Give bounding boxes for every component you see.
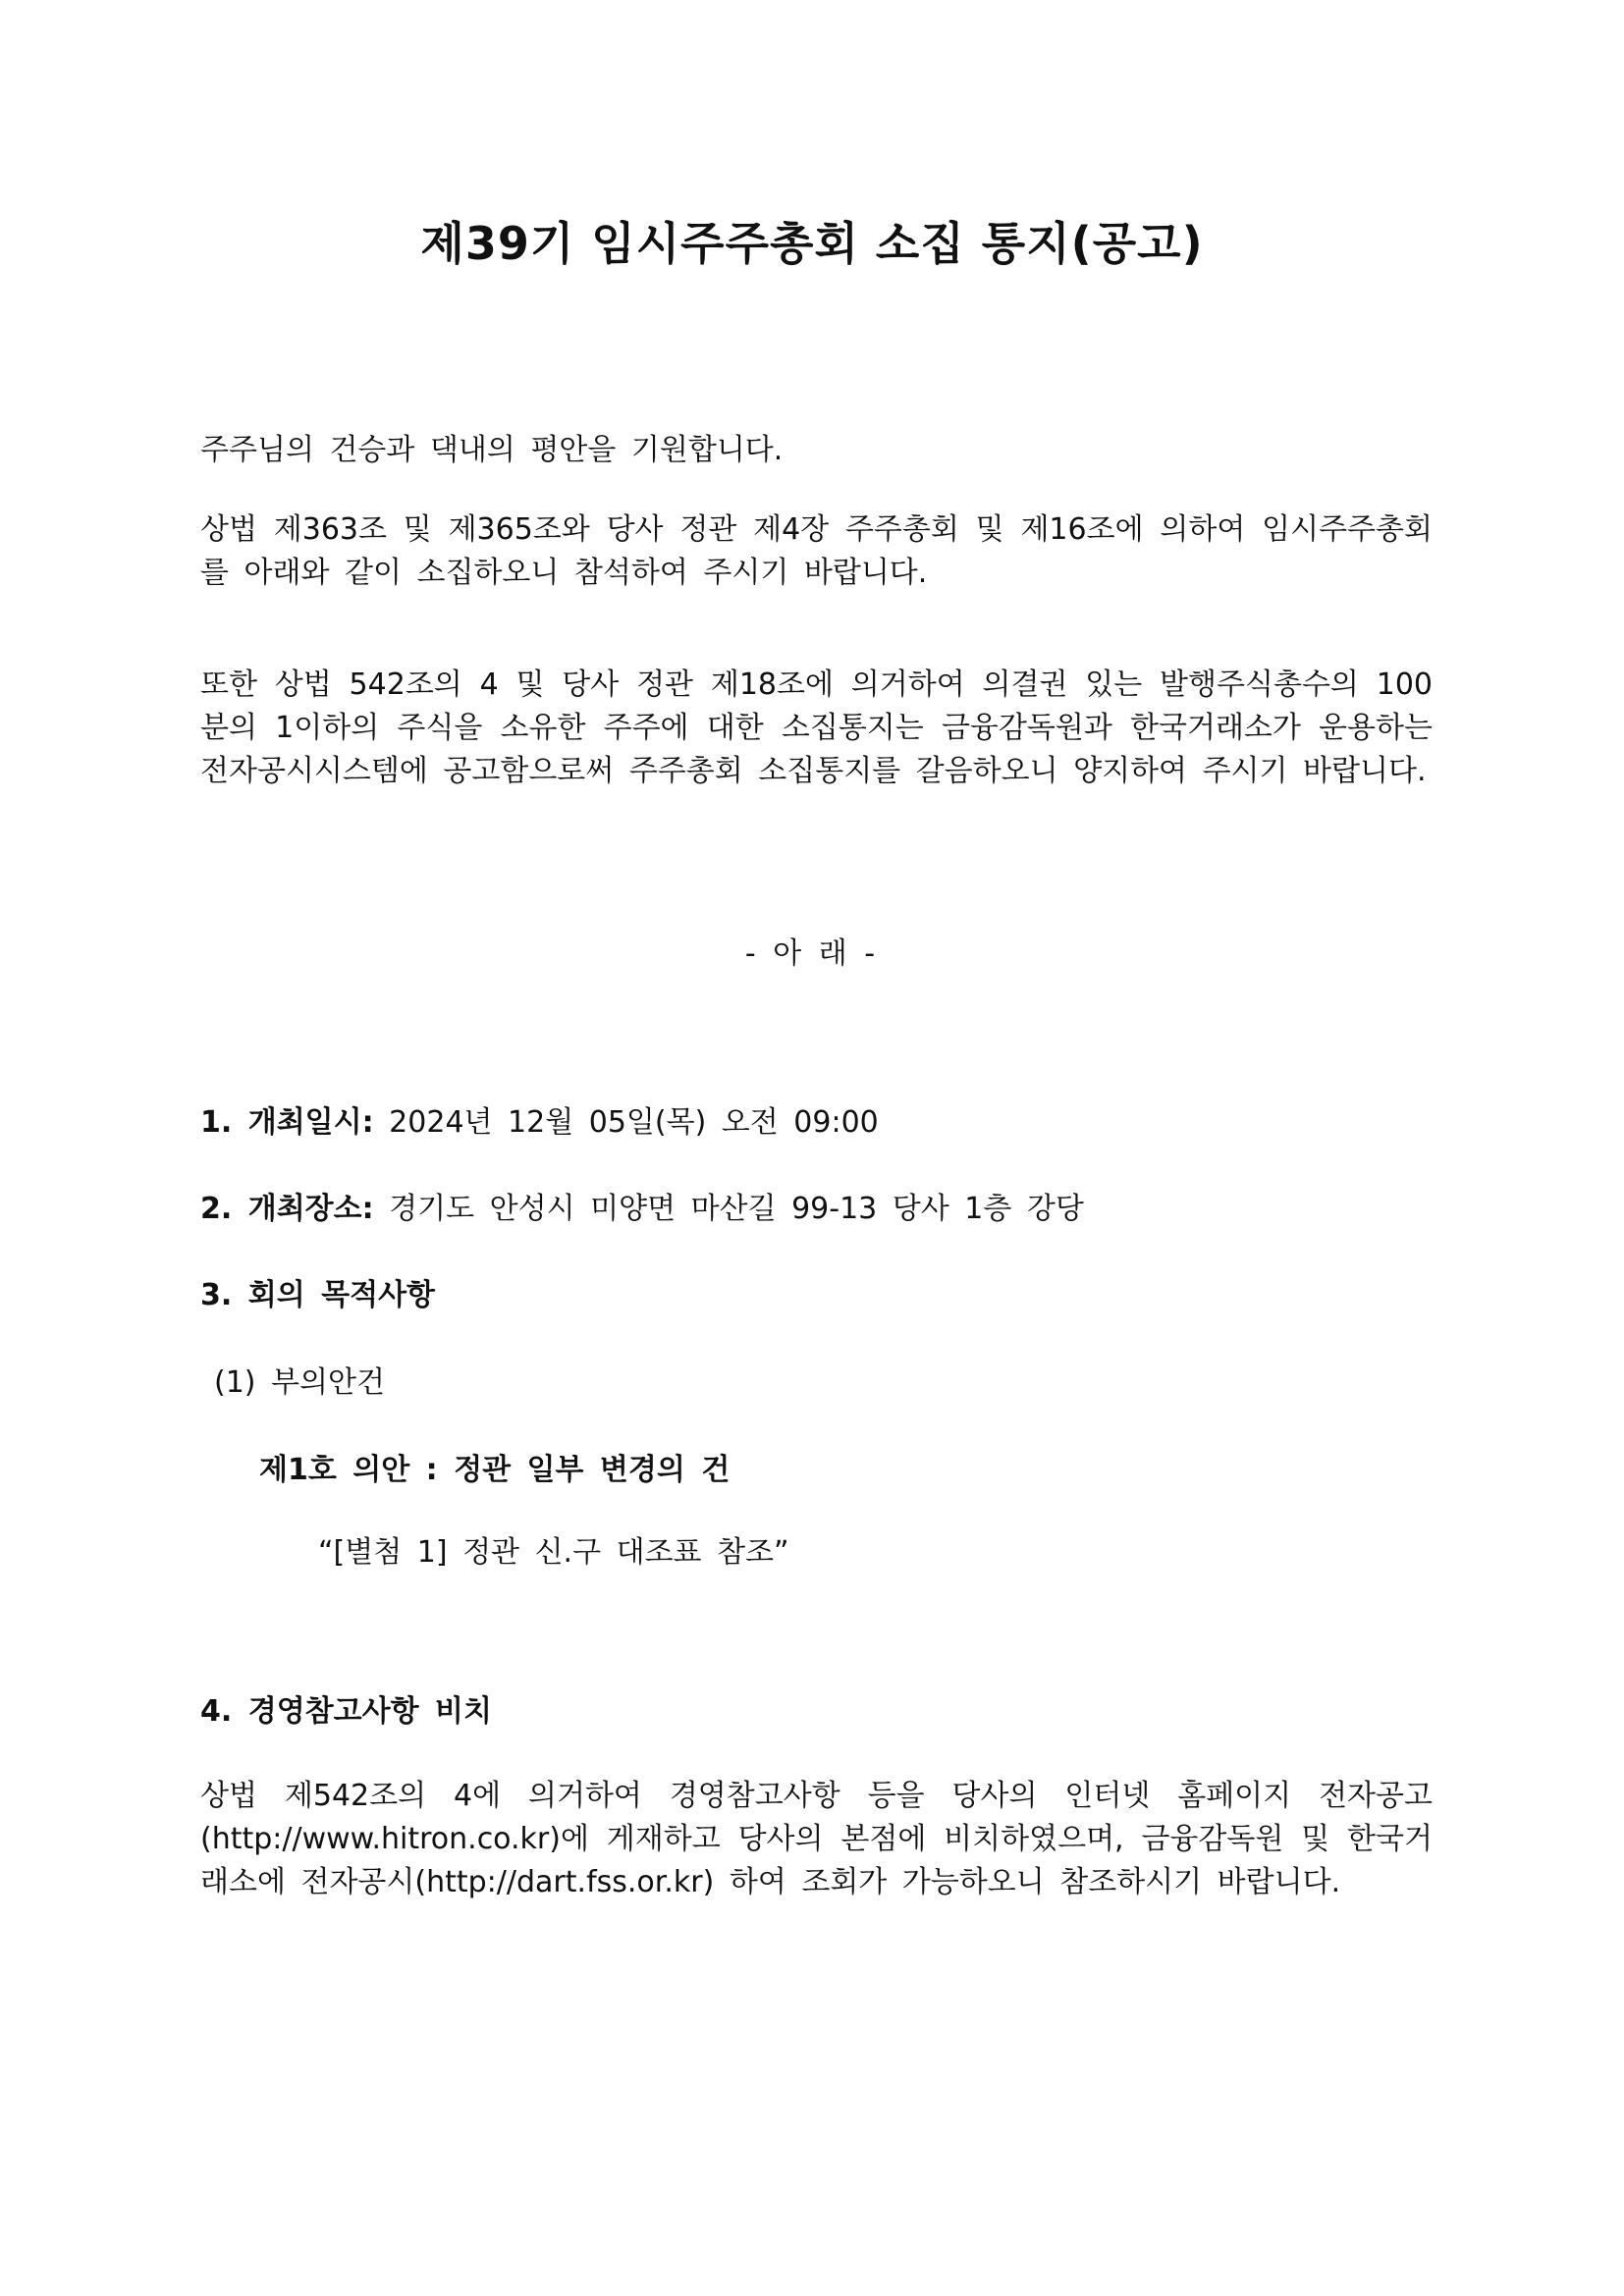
agenda-proposal: 제1호 의안 : 정관 일부 변경의 건 [259, 1453, 731, 1487]
reference-materials-heading: 4. 경영참고사항 비치 [200, 1694, 492, 1729]
reference-materials-paragraph: 상법 제542조의 4에 의거하여 경영참고사항 등을 당사의 인터넷 홈페이지 전자공고(http://www.hitron.co.kr)에 게재하고 당사의 본점에 비치하였으며, 금융감독원 및 한국거래소에 전자공시(http://dart.fss.or.kr) 하여 조회가 가능하오니 참조하시기 바랍니다. [200, 1779, 1433, 1899]
document-title: 제39기 임시주주총회 소집 통지(공고) [420, 217, 1204, 270]
intro-paragraph-2: 또한 상법 542조의 4 및 당사 정관 제18조에 의거하여 의결권 있는 발행주식총수의 100분의 1이하의 주식을 소유한 주주에 대한 소집통지는 금융감독원과 한국거래소가 운용하는 전자공시시스템에 공고함으로써 주주총회 소집통지를 갈음하오니 양지하여 주시기 바랍니다. [200, 667, 1433, 788]
intro-paragraph-1: 상법 제363조 및 제365조와 당사 정관 제4장 주주총회 및 제16조에 의하여 임시주주총회를 아래와 같이 소집하오니 참석하여 주시기 바랍니다. [200, 512, 1433, 590]
greeting-paragraph: 주주님의 건승과 댁내의 평안을 기원합니다. [200, 433, 784, 467]
meeting-place-item [200, 1188, 1084, 1231]
meeting-date-value: 2024년 12월 05일(목) 오전 09:00 [373, 1105, 879, 1140]
meeting-place-label: 2. 개최장소: [200, 1192, 374, 1226]
agenda-reference: “[별첨 1] 정관 신.구 대조표 참조” [318, 1535, 789, 1570]
meeting-date-item [200, 1101, 879, 1145]
meeting-date-label: 1. 개최일시: [200, 1105, 374, 1140]
agenda-heading: 3. 회의 목적사항 [200, 1278, 436, 1312]
below-marker: - 아 래 - [744, 936, 880, 971]
meeting-place-value: 경기도 안성시 미양면 마산길 99-13 당사 1층 강당 [373, 1192, 1084, 1226]
agenda-sub-heading: (1) 부의안건 [214, 1365, 385, 1400]
